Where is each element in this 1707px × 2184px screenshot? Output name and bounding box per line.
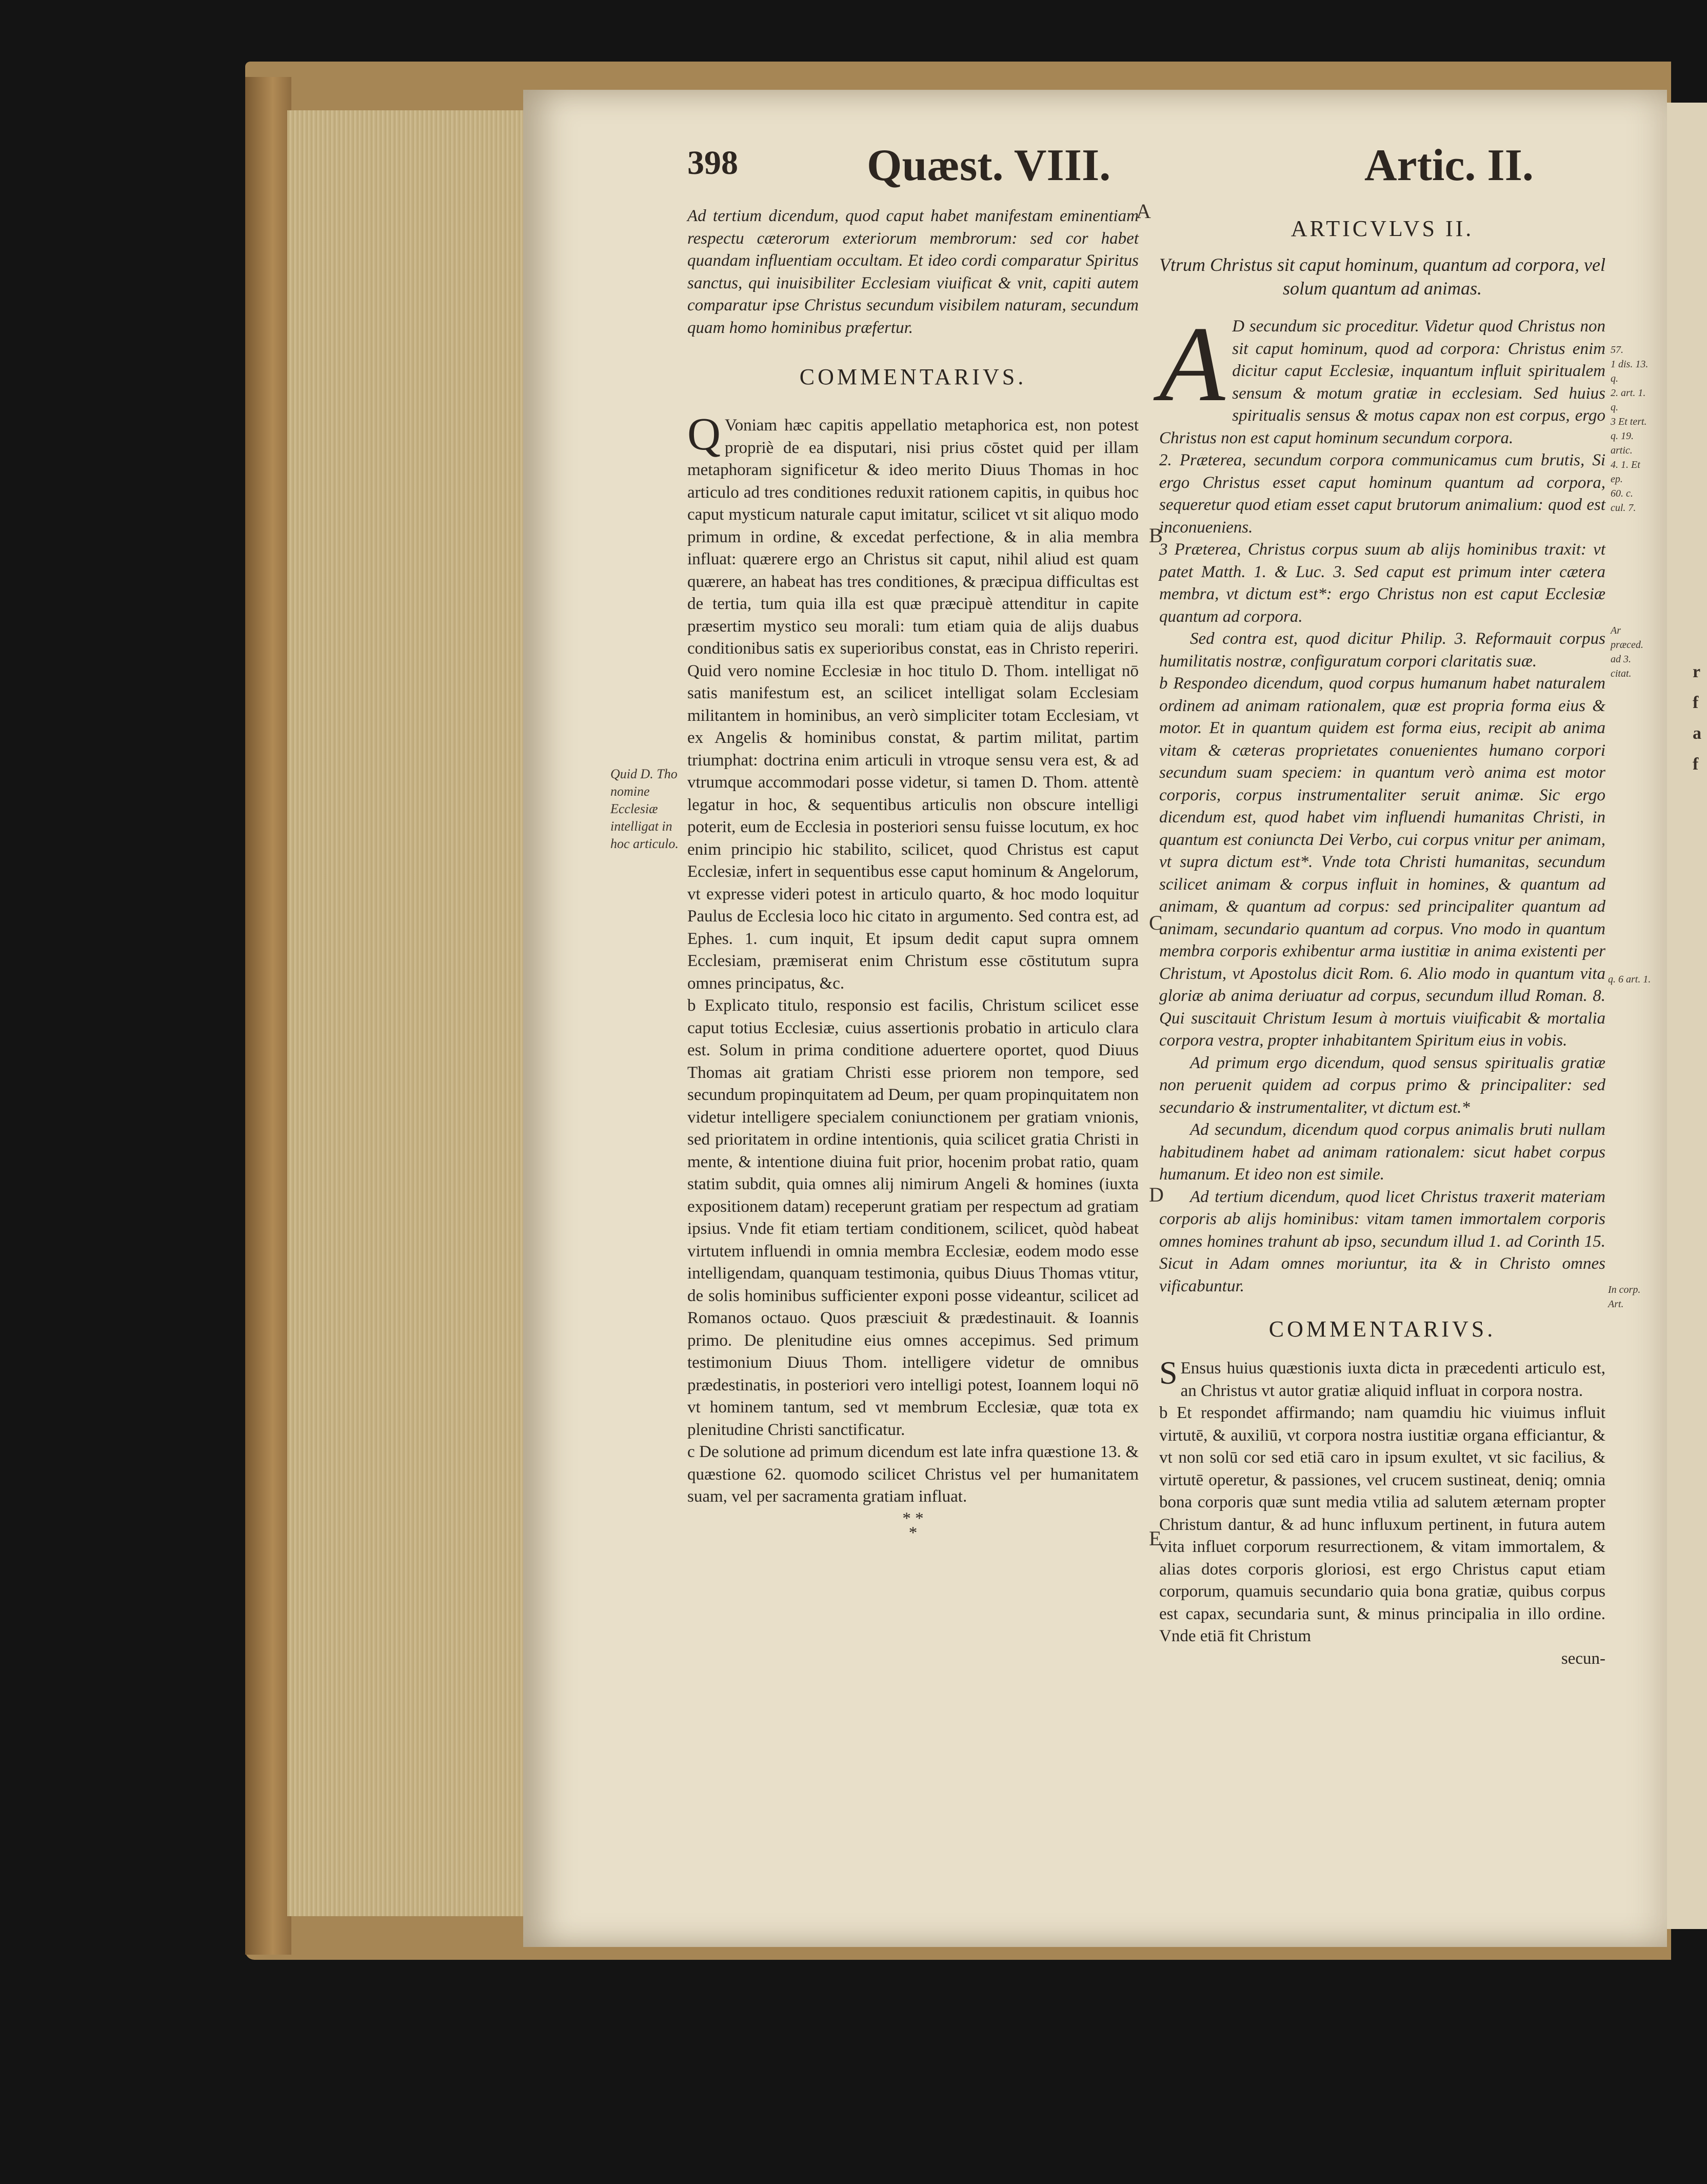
article-heading: Artic. II. [1364,141,1534,190]
sed-contra: Sed contra est, quod dicitur Philip. 3. Reformauit corpus humilitatis nostræ, configuratum corpori claritatis suæ. [1159,629,1605,671]
commentary-paragraph: Q Voniam hæc capitis appellatio metaphorica est, non potest propriè de ea disputari, nisi prius cōstet quid per illam metaphoram significetur & ideo merito Diuus Thomas in hoc articulo ad tres conditiones reduxit rationem capitis, in quibus hoc caput mysticum naturale caput imitatur, scilicet vt sit aliquo modo primum in ordine, & excedat perfectione, & in alia membra influat: quærere ergo an Christus sit caput, nihil aliud est quam quærere, an habeat has tres conditiones, & præcipua difficultas est de tertia, tum quia illa est quæ præcipuè attenditur in capite præsertim mystico seu morali: tum etiam quia de alijs duabus conditionibus satis ex superioribus constat, eas in Christo reperiri. Quid vero nomine Ecclesiæ in hoc titulo D. Thom. intelligat nō satis manifestum est, an scilicet intelligat solam Ecclesiam militantem in hominibus, an verò simpliciter totam Ecclesiam, vt ex Angelis & hominibus constat, & partim militat, partim triumphat: doctrina enim articuli in vtroque sensu vera est, & ad vtrumque accommodari posse videtur, si tamen D. Thom. attentè legatur in hoc, & sequentibus articulis non obscure intelligi poterit, eum de Ecclesia in posteriori sensu fuisse locutum, ex hoc enim principio hic stabilito, scilicet, quod Christus est caput Ecclesiæ, infert in sequentibus esse caput hominum & Angelorum, vt expresse videri potest in articulo quarto, & hoc modo loquitur Paulus de Ecclesia loco hic citato in argumento. Sed contra est, ad Ephes. 1. cum inquit, Et ipsum dedit caput supra omnem Ecclesiam, præmiserat enim Christum esse cōstitutum supra omnes principatus, &c. [687,409,1139,993]
article-question: Vtrum Christus sit caput hominum, quantum ad corpora, vel solum quantum ad animas. [1159,254,1605,299]
argument-1: A D secundum sic proceditur. Videtur quod Christus non sit caput hominum, quod ad corpora: Christus enim dicitur caput Ecclesiæ, inquantum influit spiritualem sensum & motum gratiæ in ecclesiam. Sed huius spiritualis sensus & motus capax non est corpus, ergo Christus non est caput hominum secundum corpora. [1159,305,1605,447]
commentary-paragraph-b: b Explicato titulo, responsio est facilis, Christum scilicet esse caput totius Ecclesiæ, cuius assertionis probatio in articulo clara est. Solum in prima conditione aduertere oportet, quod Diuus Thomas ait gratiam Christi esse priorem non tempore, sed secundum propinquitatem ad Deum, per quam propinquitatem non videtur intelligere specialem coniunctionem per gratiam vnionis, sed prioritatem in ordine intentionis, quia scilicet gratia Christi in mente, & intentione diuina fuit prior, hocenim probat ratio, quam statim subdit, quia omnes alij nimirum Angeli & homines (iuxta expositionem datam) receperunt gratiam per respectum ad gratiam ipsius. Vnde fit etiam tertiam conditionem, scilicet, quòd habeat virtutem influendi in omnia membra Ecclesiæ, eodem modo esse intelligendam, quanquam testimonia, quibus Diuus Thomas vtitur, de solis hominibus sufficienter exponi posse videantur, scilicet ad Romanos octauo. Quos præsciuit & prædestinauit. & Ioannis primo. De plenitudine eius omnes accepimus. Sed primum testimonium Diuus Thom. intelligere videtur de omnibus prædestinatis, in posteriori vero intelligi potest, Ioannem loqui nō vt hominem tantum, sed vt membrum Ecclesiæ, quæ tota ex plenitudine Christi sanctificatur. [687,996,1139,1439]
margin-ref: Ar præced. ad 3. citat. [1611,625,1643,679]
margin-letter-c: C [1149,911,1163,934]
respondeo: b Respondeo dicendum, quod corpus humanum habet naturalem ordinem ad animam rationalem, quæ est propria forma eius & motor. Et in quantum quidem est forma eius, recipit ab anima vitam & cæteras proprietates conuenientes humano corpori secundum suam speciem: in quantum verò anima est motor corporis, corpus instrumentaliter seruit animæ. Sic ergo dicendum est, quod habet vim influendi humanitas Christi, in quantum est coniuncta Dei Verbo, cui corpus vnitur per animam, vt supra dictum est*. Vnde tota Christi humanitas, secundum scilicet animam & corpus influit in homines, & quantum ad animam, & quantum ad corpus: sed principaliter quantum ad animam, secundario quantum ad corpus. Vno modo in quantum membra corporis exhibentur arma iustitiæ in anima existenti per Christum, vt Apostolus dicit Rom. 6. Alio modo in quantum vita gloriæ ab anima deriuatur ad corpus, secundum illud Roman. 8. Qui suscitauit Christum Iesum à mortuis viuificabit & mortalia corpora vestra, propter inhabitantem Spiritum eius in vobis. [1159,674,1605,1050]
ad-tertium-right: Ad tertium dicendum, quod licet Christus traxerit materiam corporis ab alijs hominibus: vitam tamen immortalem corporis omnes homines trahunt ab ipso, secundum illud 1. ad Corinth 15. Sicut in Adam omnes moriuntur, ita & in Christo omnes vificabuntur. [1159,1187,1605,1295]
drop-capital: Q [687,409,721,460]
commentary-title-right: COMMENTARIVS. [1268,1316,1496,1342]
commentary-right-1: S Ensus huius quæstionis iuxta dicta in præcedenti articulo est, an Christus vt autor gratiæ aliquid influat in corpora nostra. [1159,1354,1605,1400]
margin-ref: In corp. Art. [1608,1284,1641,1310]
book-spine [245,77,291,1955]
facing-page-letters: r f a f [1693,662,1701,774]
drop-capital: S [1159,1354,1178,1391]
page-edges [287,110,530,1916]
margin-letter-d: D [1149,1183,1164,1206]
end-ornament: * * * [902,1509,924,1542]
margin-letter-a: A [1136,200,1151,223]
commentary-right-2: b Et respondet affirmando; nam quamdiu hic viuimus influit virtutē, & auxiliū, vt corpora nostra iustitiæ organa efficiantur, & vt non solū cor sed etiā caro in ipsum exultet, vt sic facilius, & virtutē operetur, & passiones, vel crucem sustineat, deniq; omnia bona corporis quæ sunt media vtilia ad salutem æternam propter Christum dantur, & ad hunc influxum pertinent, in futura autem vita influet corporum resurrectionem, & vitam immortalem, & alias dotes corporis gloriosi, est ergo Christus caput etiam corporum, quamuis secundario quia bona gratiæ, quibus corpus est capax, secundaria sunt, & minus principalia in illo ordine. Vnde etiā fit Christum [1159,1404,1605,1645]
margin-note: Quid D. Tho nomine Ecclesiæ intelligat in hoc articulo. [610,766,679,851]
margin-ref: q. 6 art. 1. [1608,974,1651,985]
right-column [1159,205,1605,1670]
margin-ref: 57. 1 dis. 13. q. 2. art. 1. q. 3 Et tert. q. 19. artic. 4. 1. Et ep. 60. c. cul. 7. [1611,344,1649,514]
question-heading: Quæst. VIII. [867,141,1111,190]
ad-tertium-text: Ad tertium dicendum, quod caput habet manifestam eminentiam respectu cæterorum exteriorum membrorum: sed cor habet quandam influentiam occultam. Et ideo cordi comparatur Spiritus sanctus, qui inuisibiliter Ecclesiam viuificat & vnit, capiti autem comparatur ipse Christus secundum visibilem naturam, secundum quam homo hominibus præfertur. [687,207,1139,337]
argument-2: 2. Præterea, secundum corpora communicamus cum brutis, Si ergo Christus esset caput hominum quantum ad corpora, sequeretur quod etiam esset caput brutorum animalium: quod est inconueniens. [1159,451,1605,537]
margin-letter-e: E [1149,1527,1162,1550]
left-column [687,205,1139,1540]
ad-secundum: Ad secundum, dicendum quod corpus animalis bruti nullam habitudinem habet ad animam rationalem: sicut habet corpus humanum. Et ideo non est simile. [1159,1120,1605,1184]
ad-primum: Ad primum ergo dicendum, quod sensus spiritualis gratiæ non peruenit quidem ad corpus primo & principaliter: sed secundario & instrumentaliter, vt dictum est.* [1159,1053,1605,1117]
page-number: 398 [687,144,738,182]
drop-capital: A [1159,305,1225,424]
commentary-paragraph-c: c De solutione ad primum dicendum est late infra quæstione 13. & quæstione 62. quomodo scilicet Christus vel per humanitatem suam, vel per sacramenta gratiam influat. [687,1443,1139,1506]
catchword: secun- [1561,1649,1605,1668]
margin-letter-b: B [1149,524,1163,547]
argument-3: 3 Præterea, Christus corpus suum ab alijs hominibus traxit: vt patet Matth. 1. & Luc. 3. Sed caput est primum inter cætera membra, vt dictum est*: ergo Christus non est caput Ecclesiæ quantum ad corpora. [1159,540,1605,626]
article-title: ARTICVLVS II. [1291,216,1474,241]
facing-page-edge [1667,103,1707,1929]
commentary-title: COMMENTARIVS. [799,364,1027,389]
